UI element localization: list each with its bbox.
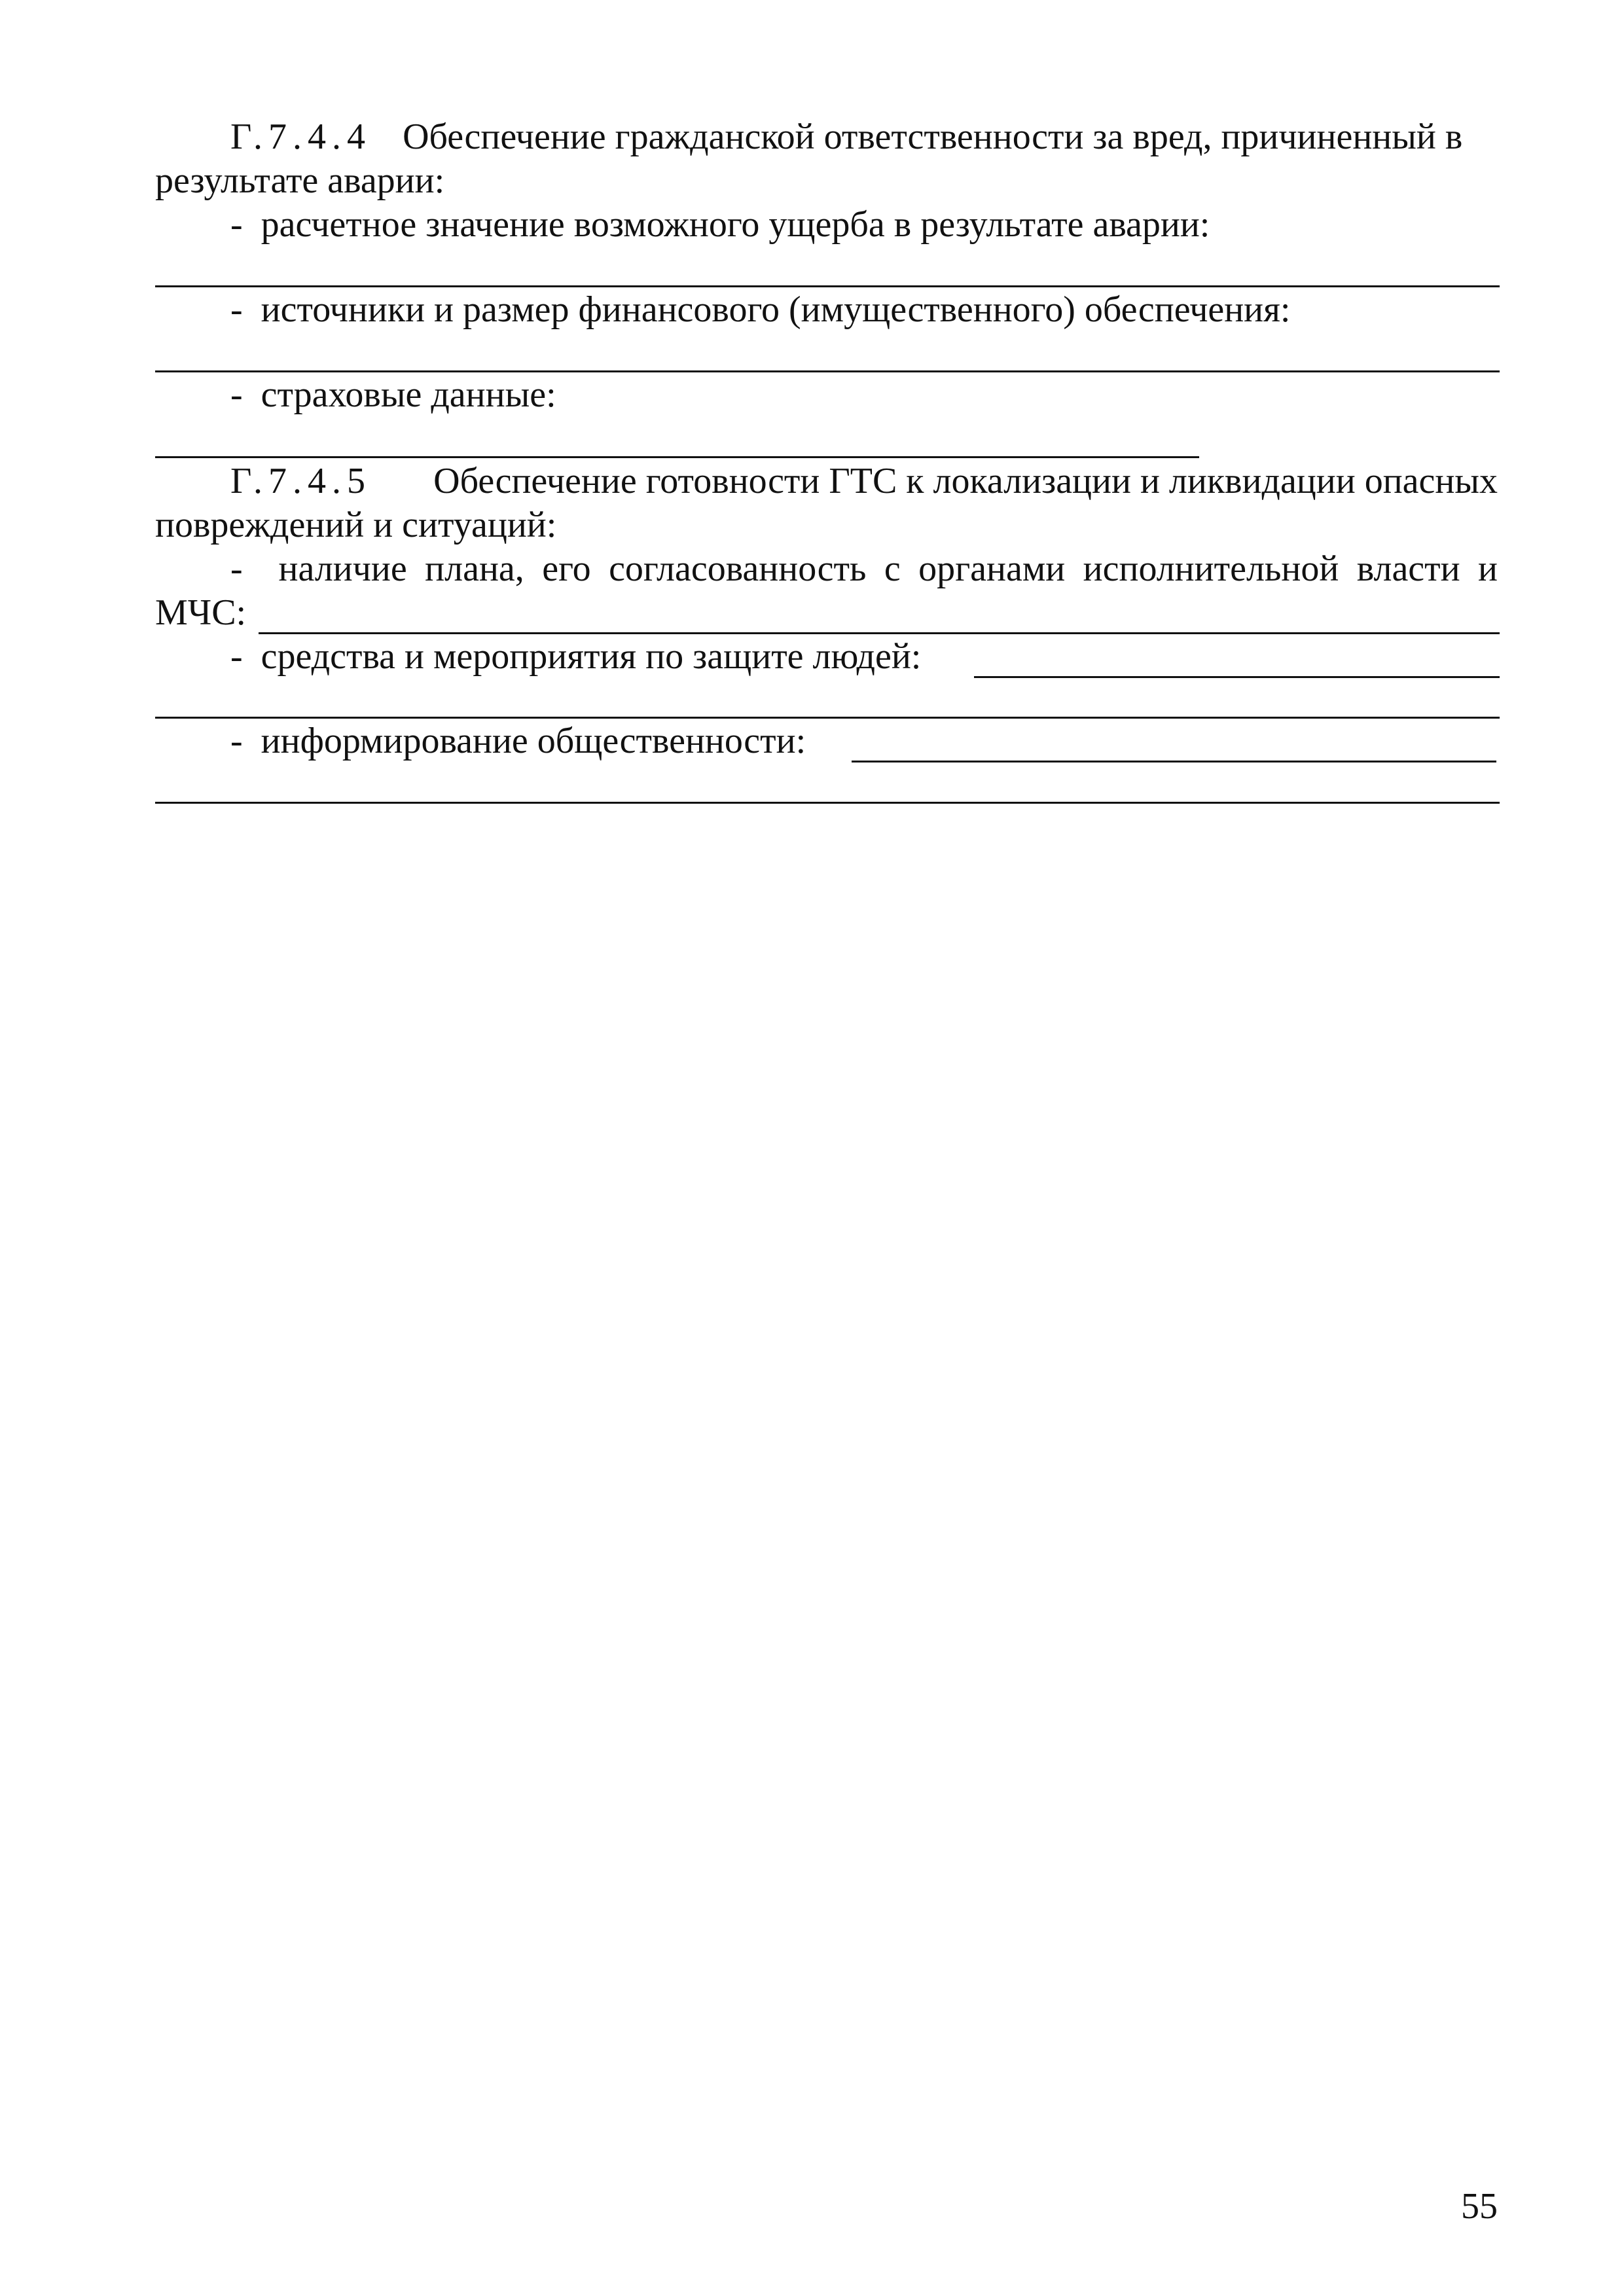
- list-item: [230, 635, 921, 678]
- section-number: Г.7.4.5: [230, 461, 372, 501]
- bullet: -: [230, 204, 243, 245]
- list-item-label: информирование общественности:: [261, 721, 806, 761]
- list-item: [230, 547, 1498, 590]
- answer-blank-line[interactable]: [155, 370, 1500, 372]
- bullet: -: [230, 548, 243, 589]
- bullet: -: [230, 721, 243, 761]
- list-item-label: расчетное значение возможного ущерба в результате аварии:: [261, 204, 1210, 245]
- list-item-label: источники и размер финансового (имущественного) обеспечения:: [261, 289, 1291, 330]
- section-title-continued: результате аварии:: [155, 160, 445, 201]
- answer-blank-line[interactable]: [974, 676, 1500, 678]
- bullet: -: [230, 374, 243, 415]
- section-title: Обеспечение гражданской ответственности за вред, причиненный в: [403, 117, 1463, 157]
- answer-blank-line[interactable]: [852, 761, 1496, 762]
- answer-blank-line[interactable]: [259, 632, 1500, 634]
- section-heading-line: [230, 115, 1498, 158]
- list-item: [230, 719, 806, 762]
- list-item-label: страховые данные:: [261, 374, 556, 415]
- bullet: -: [230, 289, 243, 330]
- section-heading-line: [230, 459, 1498, 503]
- list-item-label: средства и мероприятия по защите людей:: [261, 636, 922, 677]
- list-item-continued: МЧС:: [155, 592, 247, 633]
- page-number: 55: [1461, 2186, 1498, 2227]
- list-item-label: наличие плана, его согласованность с органами исполнительной власти и: [278, 548, 1498, 589]
- list-item: [230, 373, 556, 416]
- bullet: -: [230, 636, 243, 677]
- answer-blank-line[interactable]: [155, 802, 1500, 804]
- answer-blank-line[interactable]: [155, 456, 1199, 458]
- list-item: [230, 288, 1290, 331]
- list-item: [230, 203, 1210, 246]
- answer-blank-line[interactable]: [155, 285, 1500, 287]
- section-title: Обеспечение готовности ГТС к локализации и ликвидации опасных: [433, 461, 1498, 501]
- section-number: Г.7.4.4: [230, 117, 372, 157]
- section-title-continued: повреждений и ситуаций:: [155, 505, 557, 545]
- answer-blank-line[interactable]: [155, 717, 1500, 719]
